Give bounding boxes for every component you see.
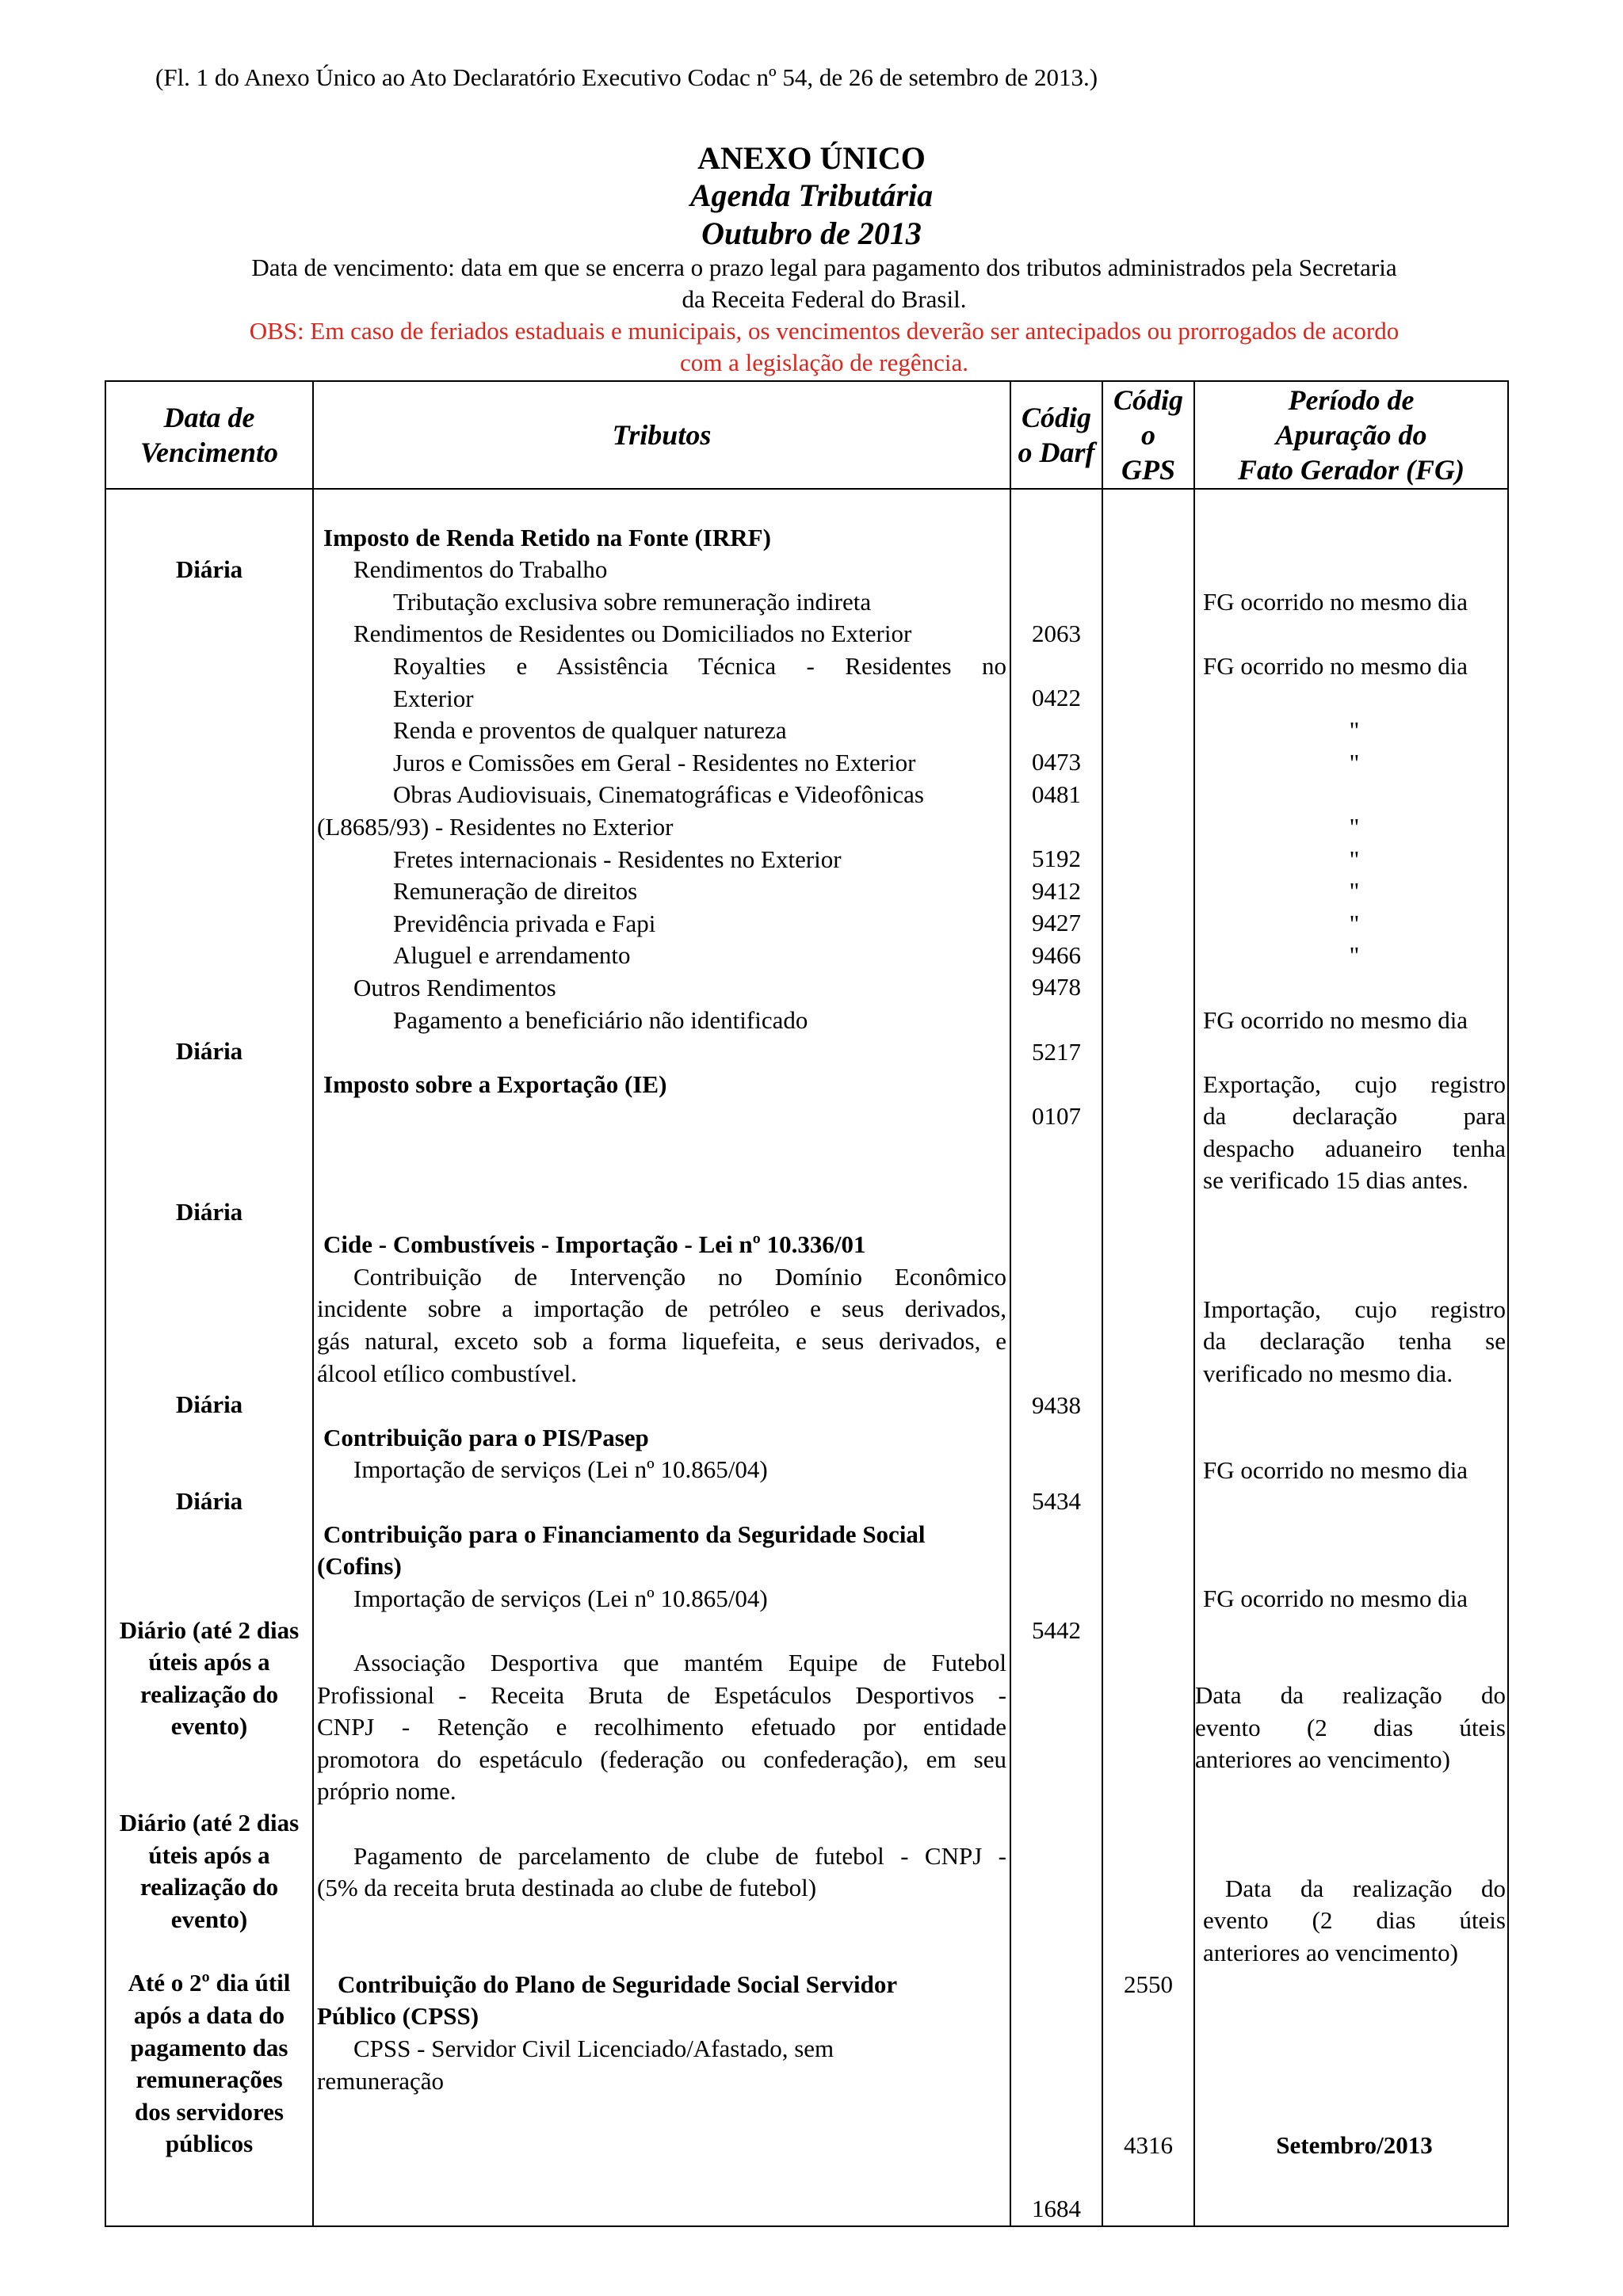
document-title: ANEXO ÚNICO: [697, 140, 926, 176]
col-header-period: Período de Apuração do Fato Gerador (FG): [1194, 381, 1508, 489]
table-header-row: [105, 381, 1508, 489]
document-subtitle: Agenda Tributária: [689, 177, 934, 213]
cpss-title: Contribuição do Plano de Seguridade Social Servidor: [338, 1970, 898, 1998]
col-header-gps: Códig o GPS: [1102, 381, 1194, 489]
irrf-date: Diária: [175, 555, 243, 583]
col-header-tributos: Tributos: [313, 381, 1010, 489]
ie-date: Diária: [175, 1037, 243, 1066]
tax-schedule-table: [105, 380, 1509, 2227]
table-body-row: [105, 489, 1508, 2226]
cofins-date: Diária: [175, 1486, 243, 1515]
col-header-darf: Códig o Darf: [1010, 381, 1102, 489]
cofins-title: Contribuição para o Financiamento da Seguridade Social: [323, 1520, 926, 1548]
cpss-date: Até o 2º dia útil após a data do pagamento das remunerações dos servidores públicos: [128, 1969, 291, 2158]
futebol1-date: Diário (até 2 dias úteis após a realização do evento): [119, 1615, 300, 1741]
col-header-due-date: Data de Vencimento: [105, 381, 313, 489]
document-month: Outubro de 2013: [701, 215, 922, 251]
ie-title: Imposto sobre a Exportação (IE): [323, 1070, 667, 1098]
cide-date: Diária: [175, 1197, 243, 1226]
irrf-title: Imposto de Renda Retido na Fonte (IRRF): [323, 523, 771, 551]
pis-date: Diária: [175, 1390, 243, 1419]
gps-column: 2550 4316: [1102, 489, 1194, 2226]
folio-reference: (Fl. 1 do Anexo Único ao Ato Declaratório Executivo Codac nº 54, de 26 de setembro de 2013.): [155, 63, 1098, 91]
darf-column: 2063 0422 0473 0481 5192 9412 9427 9466 9478 5217 0107 9438 5434 5442 1684: [1010, 489, 1102, 2226]
due-date-note: Data de vencimento: data em que se encerra o prazo legal para pagamento dos tributos administrados pela Secretaria da Receita Federal do Brasil.: [251, 254, 1397, 313]
obs-note: OBS: Em caso de feriados estaduais e municipais, os vencimentos deverão ser antecipados ou prorrogados de acordo com a legislação de regência.: [249, 317, 1400, 376]
due-date-column: [105, 489, 313, 2226]
cide-title: Cide - Combustíveis - Importação - Lei nº 10.336/01: [323, 1230, 866, 1259]
period-column: FG ocorrido no mesmo dia FG ocorrido no mesmo dia " " " " " " " FG ocorrido no mesmo dia Exportação, cujo registro da declaração para despacho aduaneiro tenha se verificado 15 dias antes. Importação, cujo registro da declaração tenha se verificado no mesmo dia. FG ocorrido no mesmo dia FG ocorrido no mesmo dia Data da realização do evento (2 dias úteis anteriores ao vencimento) Data da realização do evento (2 dias úteis anteriores ao vencimento) Setembro/2013: [1194, 489, 1508, 2226]
pis-title: Contribuição para o PIS/Pasep: [323, 1423, 649, 1451]
tributos-column: Imposto de Renda Retido na Fonte (IRRF) Rendimentos do Trabalho Tributação exclusiva sobre remuneração indireta Rendimentos de Residentes ou Domiciliados no Exterior Royalties e Assistência Técnica - Residentes no Exterior Renda e proventos de qualquer natureza Juros e Comissões em Geral - Residentes no Exterior Obras Audiovisuais, Cinematográficas e Videofônicas (L8685/93) - Residentes no Exterior Fretes internacionais - Residentes no Exterior Remuneração de direitos Previdência privada e Fapi Aluguel e arrendamento Outros Rendimentos Pagamento a beneficiário não identificado Imposto sobre a Exportação (IE) Cide - Combustíveis - Importação - Lei nº 10.336/01 Contribuição de Intervenção no Domínio Econômico incidente sobre a importação de petróleo e seus derivados, gás natural, exceto sob a forma liquefeita, e seus derivados, e álcool etílico combustível. Contribuição para o PIS/Pasep Importação de serviços (Lei nº 10.865/04) Contribuição para o Financiamento da Seguridade Social (Cofins) Importação de serviços (Lei nº 10.865/04) Associação Desportiva que mantém Equipe de Futebol Profissional - Receita Bruta de Espetáculos Desportivos - CNPJ - Retenção e recolhimento efetuado por entidade promotora do espetáculo (federação ou confederação), em seu próprio nome. Pagamento de parcelamento de clube de futebol - CNPJ - (5% da receita bruta destinada ao clube de futebol) Contribuição do Plano de Seguridade Social Servidor Público (CPSS) CPSS - Servidor Civil Licenciado/Afastado, sem remuneração: [313, 489, 1010, 2226]
futebol2-date: Diário (até 2 dias úteis após a realização do evento): [119, 1808, 300, 1933]
